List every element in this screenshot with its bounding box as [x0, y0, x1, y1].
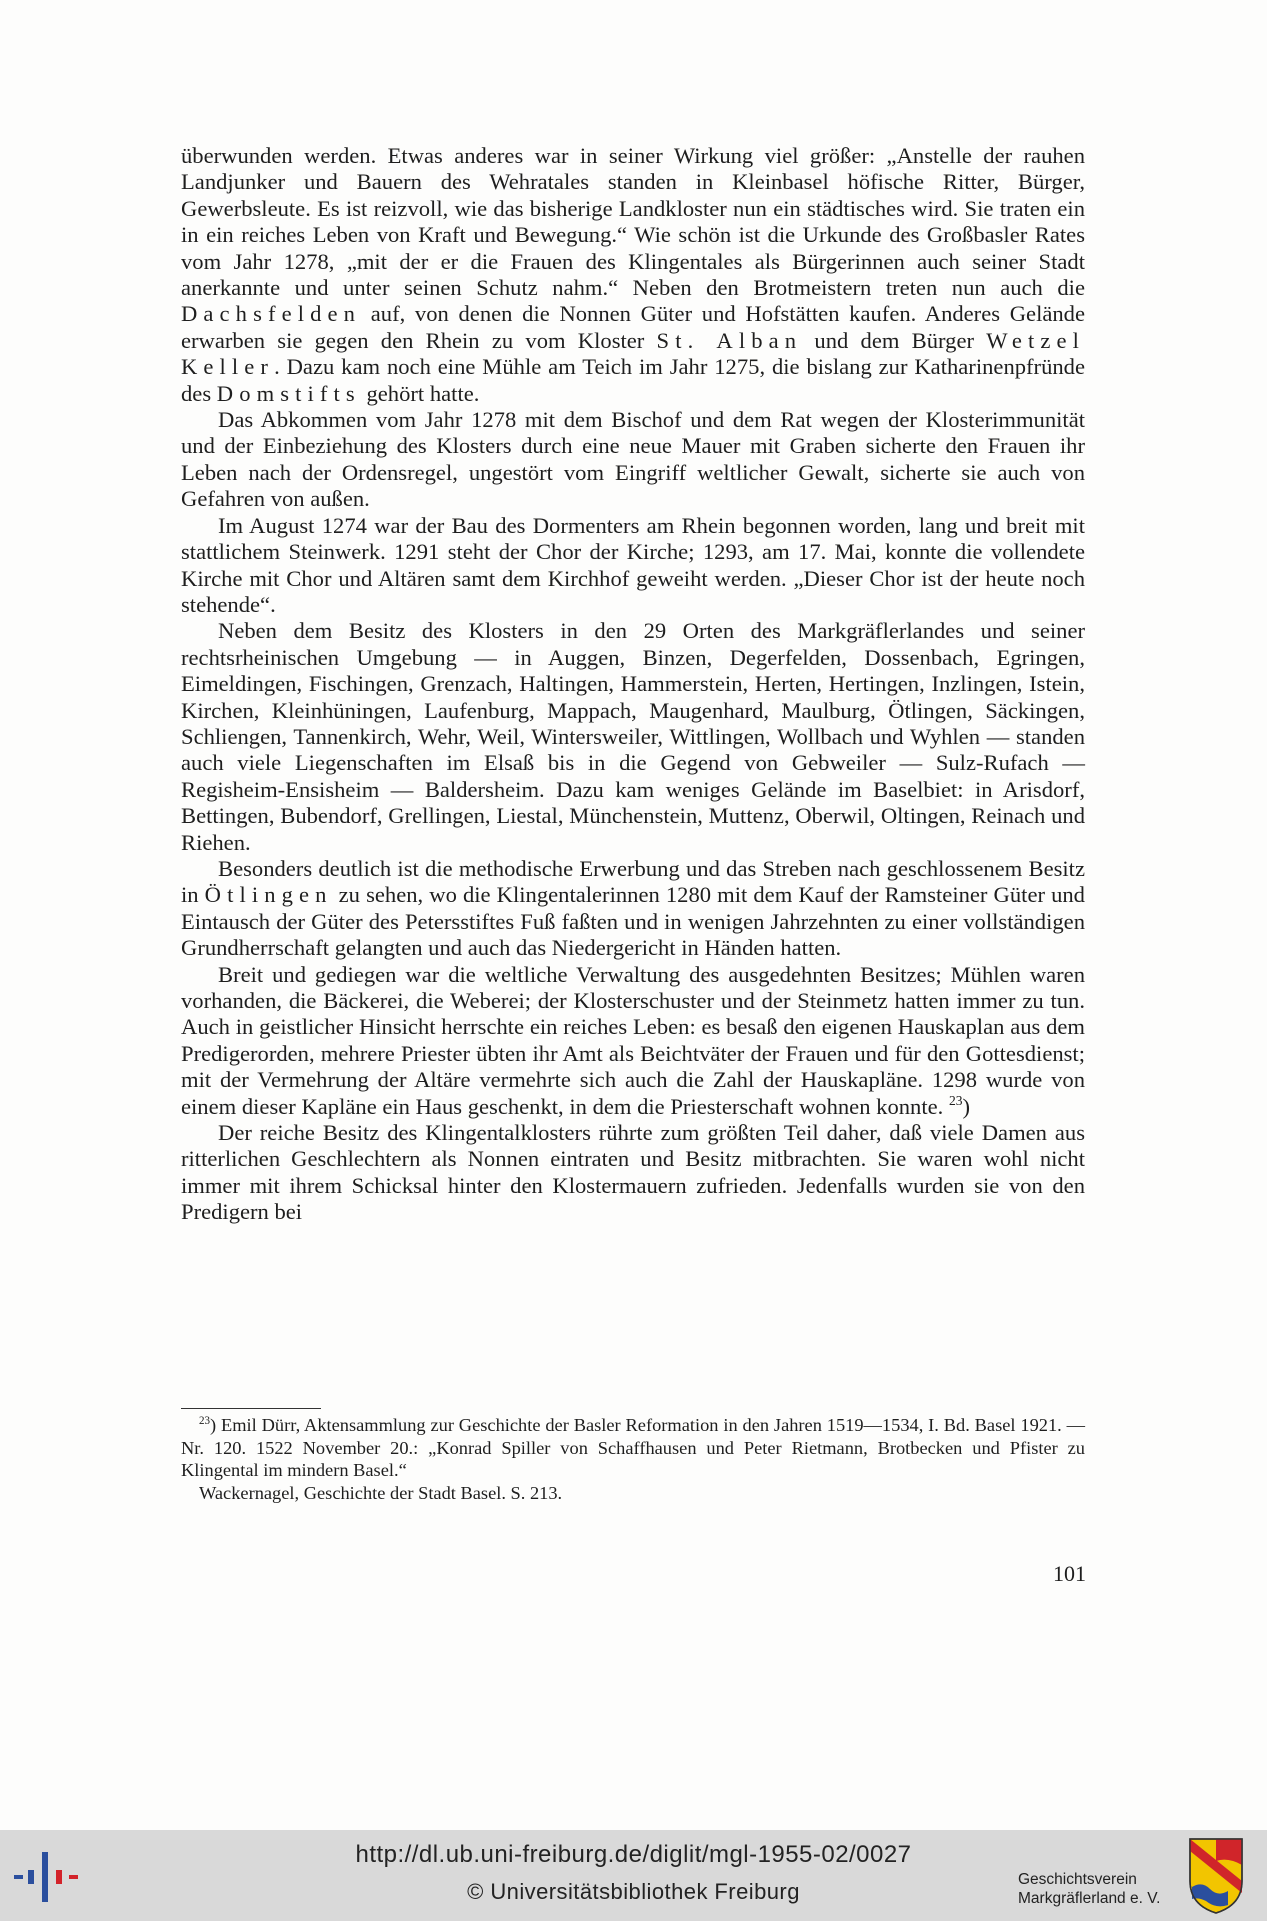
footnote-reference: 23 [948, 1092, 963, 1108]
footnote [181, 1482, 1085, 1505]
footnote-text: Wackernagel, Geschichte der Stadt Basel. S. 213. [199, 1482, 563, 1503]
paragraph [181, 618, 1085, 856]
text-run: überwunden werden. Etwas anderes war in seiner Wirkung viel größer: „Anstelle der rauhen Landjunker und Bauern des Wehratales standen in Kleinbasel höfische Ritter, Bürger, Gewerbsleute. Es ist reizvoll, wie das bisherige Landkloster nun ein städtisches wird. Sie traten ein in ein reiches Leben von Kraft und Bewegung.“ Wie schön ist die Urkunde des Großbasler Rates vom Jahr 1278, „mit der er die Frauen des Klingentales als Bürgerinnen auch seiner Stadt anerkannte und unter seinen Schutz nahm.“ Neben den Brotmeistern treten nun auch die [181, 143, 1085, 301]
body-text [181, 143, 1085, 1226]
footer-bar [0, 1830, 1267, 1921]
paragraph [181, 856, 1085, 962]
text-run: und dem Bürger [802, 327, 987, 353]
page-number: 101 [1053, 1561, 1086, 1586]
text-run: auf, von denen die Nonnen Güter und Hofstätten kaufen. Anderes Gelände erwarben sie gegen den Rhein zu vom Kloster [181, 301, 1085, 353]
paragraph [181, 1120, 1085, 1226]
paragraph [181, 513, 1085, 619]
text-run: Neben dem Besitz des Klosters in den 29 Orten des Markgräflerlandes und seiner rechtsrheinischen Umgebung — in Auggen, Binzen, Degerfelden, Dossenbach, Egringen, Eimeldingen, Fischingen, Grenzach, Haltingen, Hammerstein, Herten, Hertingen, Inzlingen, Istein, Kirchen, Kleinhüningen, Laufenburg, Mappach, Maugenhard, Maulburg, Ötlingen, Säckingen, Schliengen, Tannenkirch, Wehr, Weil, Wintersweiler, Wittlingen, Wollbach und Wyhlen — standen auch viele Liegenschaften im Elsaß bis in die Gegend von Gebweiler — Sulz-Rufach — Regisheim-Ensisheim — Baldersheim. Dazu kam weniges Gelände im Baselbiet: in Arisdorf, Bettingen, Bubendorf, Grellingen, Liestal, Münchenstein, Muttenz, Oberwil, Oltingen, Reinach und Riehen. [181, 618, 1085, 855]
footnotes [181, 1414, 1085, 1504]
spaced-name: St. Alban [656, 327, 803, 353]
document-url-link[interactable]: http://dl.ub.uni-freiburg.de/diglit/mgl-1955-02/0027 [355, 1841, 912, 1868]
text-run: Der reiche Besitz des Klingentalklosters rührte zum größten Teil daher, daß viele Damen aus ritterlichen Geschlechtern als Nonnen eintraten und Besitz mitbrachten. Sie waren wohl nicht immer mit ihrem Schicksal hinter den Klostermauern zufrieden. Jedenfalls wurden sie von den Predigern bei [181, 1120, 1085, 1225]
footnote-text: ) Emil Dürr, Aktensammlung zur Geschichte der Basler Reformation in den Jahren 1519—1534, I. Bd. Basel 1921. — Nr. 120. 1522 November 20.: „Konrad Spiller von Schaffhausen und Peter Rietmann, Brotbecken und Pfister zu Klingental im mindern Basel.“ [181, 1415, 1085, 1480]
society-name-line2: Markgräflerland e. V. [1018, 1890, 1161, 1907]
text-run: Im August 1274 war der Bau des Dormenters am Rhein begonnen worden, lang und breit mit stattlichem Steinwerk. 1291 steht der Chor der Kirche; 1293, am 17. Mai, konnte die vollendete Kirche mit Chor und Altären samt dem Kirchhof geweiht werden. „Dieser Chor ist der heute noch stehende“. [181, 512, 1085, 617]
text-run: Breit und gediegen war die weltliche Verwaltung des ausgedehnten Besitzes; Mühlen waren vorhanden, die Bäckerei, die Weberei; der Klosterschuster und der Steinmetz hatten immer zu tun. Auch in geistlicher Hinsicht herrschte ein reiches Leben: es besaß den eigenen Hauskaplan aus dem Predigerorden, mehrere Priester übten ihr Amt als Beichtväter der Frauen und für den Gottesdienst; mit der Vermehrung der Altäre vermehrte sich auch die Zahl der Hauskapläne. 1298 wurde von einem dieser Kapläne ein Haus geschenkt, in dem die Priesterschaft wohnen konnte. [181, 961, 1085, 1119]
spaced-name: Dachsfelden [181, 301, 362, 327]
text-run: Besonders deutlich ist die methodische Erwerbung und das Streben nach geschlossenem Besitz in [181, 855, 1085, 908]
spaced-name: Ötlingen [204, 882, 333, 908]
text-run: ) [962, 1093, 971, 1119]
society-name[interactable] [1018, 1870, 1178, 1908]
copyright-notice: © Universitätsbibliothek Freiburg [467, 1879, 800, 1904]
text-run: zu sehen, wo die Klingentalerinnen 1280 mit dem Kauf der Ramsteiner Güter und Eintausch der Güter des Petersstiftes Fuß faßten und in wenigen Jahrzehnten zu einer vollständigen Grundherrschaft gelangten und auch das Niedergericht in Händen hatten. [181, 882, 1085, 961]
spaced-name: Domstifts [216, 380, 361, 406]
footnote-divider [181, 1408, 321, 1409]
text-run: Das Abkommen vom Jahr 1278 mit dem Bischof und dem Rat wegen der Klosterimmunität und der Einbeziehung des Klosters durch eine neue Mauer mit Graben sicherte den Frauen ihr Leben nach der Ordensregel, ungestört vom Eingriff weltlicher Gewalt, sicherte sie auch von Gefahren von außen. [181, 407, 1085, 512]
footnote [181, 1414, 1085, 1482]
text-run: gehört hatte. [360, 380, 480, 406]
paragraph [181, 407, 1085, 513]
society-name-line1: Geschichtsverein [1018, 1871, 1137, 1888]
text-run: . Dazu kam noch eine Mühle am Teich im Jahr 1275, die bislang zur Katharinenpfründe des [181, 354, 1085, 406]
footnote-marker: 23 [199, 1414, 211, 1427]
spaced-name: Wetzel Keller [181, 327, 1086, 380]
paragraph [181, 962, 1085, 1120]
paragraph [181, 143, 1085, 407]
coat-of-arms-icon[interactable] [1188, 1835, 1244, 1915]
